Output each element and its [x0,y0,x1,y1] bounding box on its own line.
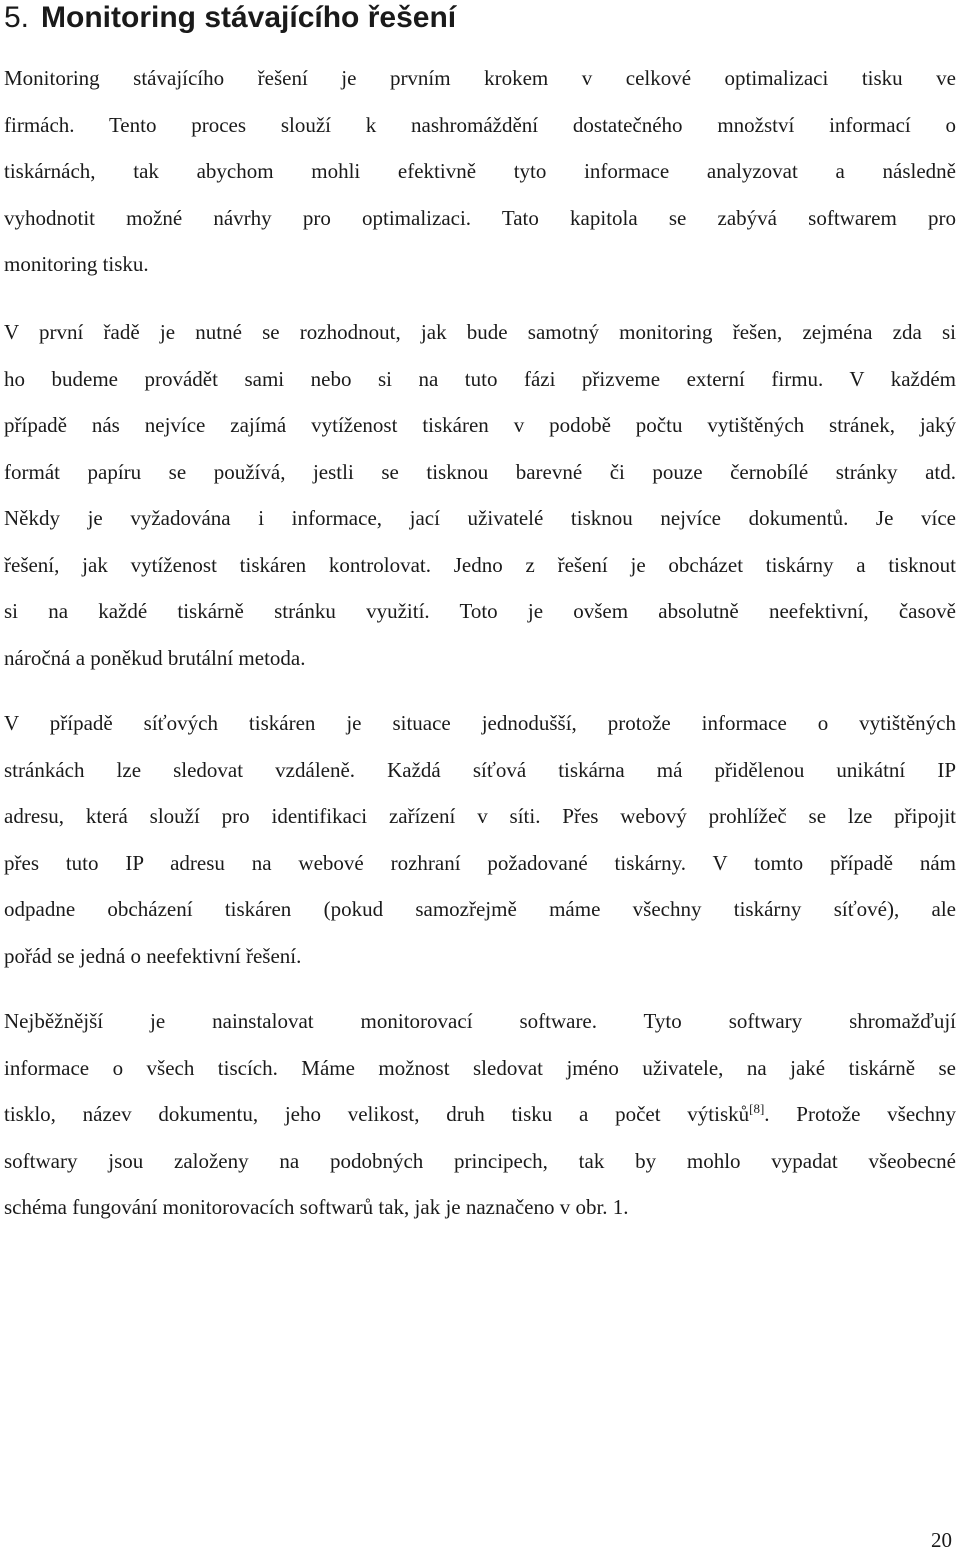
paragraph-monitoring-decision [4,309,956,681]
text-line: softwary jsou založeny na podobných principech, tak by mohlo vypadat všeobecné [4,1148,956,1173]
text-line: Nejběžnější je nainstalovat monitorovací software. Tyto softwary shromažďují [4,1009,956,1033]
text-line: odpadne obcházení tiskáren (pokud samozřejmě máme všechny tiskárny síťové), ale [4,897,956,921]
text-line: případě nás nejvíce zajímá vytíženost tiskáren v podobě počtu vytištěných stránek, jaký [4,413,956,437]
text-line-with-citation [4,1091,956,1138]
section-title: Monitoring stávajícího řešení [41,1,457,34]
text-line: náročná a poněkud brutální metoda. [4,645,306,670]
paragraph-monitoring-software [4,998,956,1231]
text-line: přes tuto IP adresu na webové rozhraní požadované tiskárny. V tomto případě nám [4,850,956,875]
text-line: vyhodnotit možné návrhy pro optimalizaci. Tato kapitola se zabývá softwarem pro [4,205,956,230]
text-line: formát papíru se používá, jestli se tisknou barevné či pouze černobílé stránky atd. [4,459,956,484]
text-segment: tisklo, název dokumentu, jeho velikost, druh tisku a počet výtisků [4,1102,750,1126]
text-line: Někdy je vyžadována i informace, jací uživatelé tisknou nejvíce dokumentů. Je více [4,506,956,530]
text-line: adresu, která slouží pro identifikaci zařízení v síti. Přes webový prohlížeč se lze připojit [4,804,956,828]
paragraph-intro [4,55,956,288]
page-number: 20 [931,1528,952,1552]
text-line: stránkách lze sledovat vzdáleně. Každá síťová tiskárna má přidělenou unikátní IP [4,757,956,782]
text-line: ho budeme provádět sami nebo si na tuto fázi přizveme externí firmu. V každém [4,366,956,391]
section-number: 5. [4,1,30,34]
text-line: informace o všech tiscích. Máme možnost sledovat jméno uživatele, na jaké tiskárně se [4,1055,956,1080]
text-line: V případě síťových tiskáren je situace jednodušší, protože informace o vytištěných [4,711,956,735]
text-line: Monitoring stávajícího řešení je prvním krokem v celkové optimalizaci tisku ve [4,66,956,90]
text-line: řešení, jak vytíženost tiskáren kontrolovat. Jedno z řešení je obcházet tiskárny a tisknout [4,552,956,577]
text-line: monitoring tisku. [4,252,149,276]
text-segment: . Protože všechny [764,1102,956,1126]
text-line: firmách. Tento proces slouží k nashromáždění dostatečného množství informací o [4,112,956,137]
text-line: pořád se jedná o neefektivní řešení. [4,943,302,968]
text-line: V první řadě je nutné se rozhodnout, jak bude samotný monitoring řešen, zejména zda si [4,320,956,344]
paragraph-network-printers [4,700,956,979]
citation-reference: [8] [749,1101,765,1116]
text-line: si na každé tiskárně stránku využití. Toto je ovšem absolutně neefektivní, časově [4,599,956,623]
section-heading [4,0,456,36]
text-line: schéma fungování monitorovacích softwarů tak, jak je naznačeno v obr. 1. [4,1195,629,1219]
text-line: tiskárnách, tak abychom mohli efektivně tyto informace analyzovat a následně [4,159,956,183]
